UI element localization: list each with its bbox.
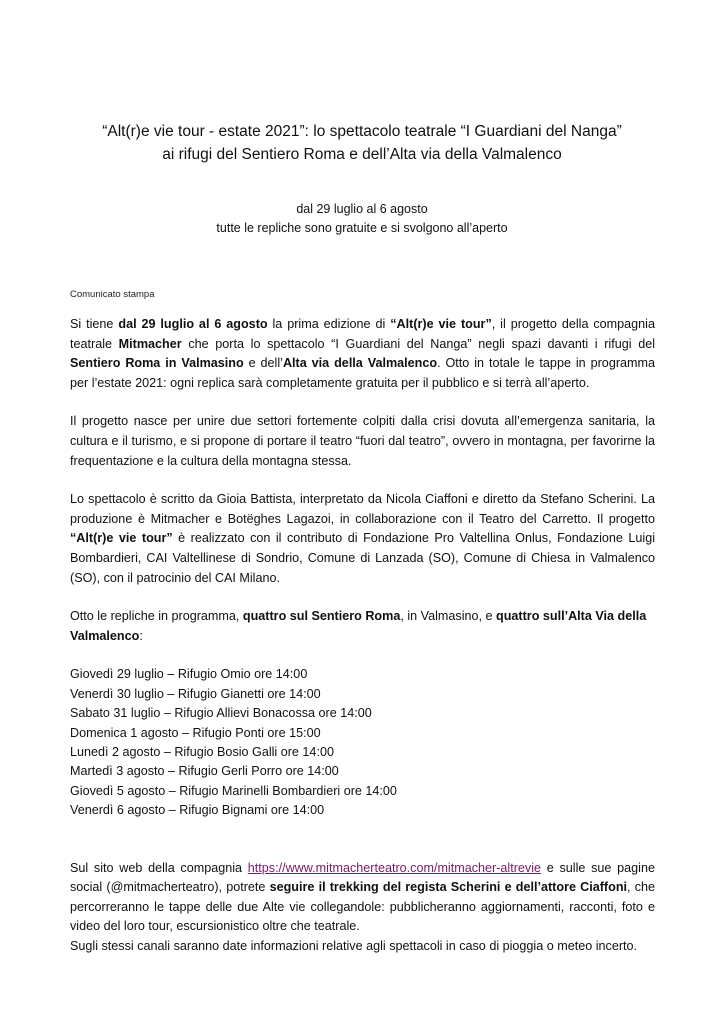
paragraph-website	[70, 859, 655, 937]
text: Sul sito web della compagnia	[70, 860, 248, 875]
bold-text: seguire il trekking del regista Scherini e dell’attore Ciaffoni	[269, 880, 628, 895]
bold-text: quattro sull’Alta Via della Valmalenco	[70, 609, 647, 643]
bold-text: “Alt(r)e vie tour”	[70, 531, 173, 546]
paragraph-purpose: Il progetto nasce per unire due settori fortemente colpiti dalla crisi dovuta all’emergenza sanitaria, la cultura e il turismo, e si propone di portare il teatro “fuori dal teatro”, ovvero in montagna, per favorirne la frequentazione e la cultura della montagna stessa.	[70, 414, 655, 468]
schedule-item: Sabato 31 luglio – Rifugio Allievi Bonacossa ore 14:00	[70, 706, 372, 721]
text: , in Valmasino, e	[400, 609, 497, 624]
bold-text: Mitmacher	[118, 336, 182, 351]
website-link[interactable]: https://www.mitmacherteatro.com/mitmacher-altrevie	[247, 860, 542, 875]
text: . Otto in totale le tappe in programma per l’estate 2021: ogni replica sarà completamente gratuita per il pubblico e si terrà all’aperto.	[70, 356, 656, 390]
bold-text: dal 29 luglio al 6 agosto	[118, 317, 268, 331]
paragraph-credits	[70, 490, 655, 588]
bold-text: “Alt(r)e vie tour”	[390, 317, 492, 331]
schedule-item: Giovedì 29 luglio – Rifugio Omio ore 14:00	[70, 667, 308, 682]
text: Si tiene	[70, 317, 119, 331]
bold-text: quattro sul Sentiero Roma	[242, 609, 401, 624]
schedule-item: Venerdì 6 agosto – Rifugio Bignami ore 14:00	[70, 803, 325, 818]
title-line-1: “Alt(r)e vie tour - estate 2021”: lo spettacolo teatrale “I Guardiani del Nanga”	[102, 123, 622, 140]
dates-line-2: tutte le repliche sono gratuite e si svolgono all’aperto	[216, 221, 508, 235]
paragraph-intro	[70, 315, 655, 393]
text: Lo spettacolo è scritto da Gioia Battista, interpretato da Nicola Ciaffoni e diretto da Stefano Scherini. La produzione è Mitmacher e Botëghes Lagazoi, in collaborazione con il Teatro del Carretto. Il progetto	[70, 492, 655, 526]
text: , il progetto della compagnia teatrale	[70, 317, 655, 351]
text: Otto le repliche in programma,	[70, 609, 243, 624]
schedule-item: Venerdì 30 luglio – Rifugio Gianetti ore 14:00	[70, 686, 321, 701]
document-title	[60, 120, 664, 166]
text: e sulle sue pagine social (@mitmacherteatro), potrete	[70, 860, 655, 895]
text: e dell’	[243, 356, 283, 371]
bold-text: Alta via della Valmalenco	[282, 356, 438, 371]
schedule-item: Lunedì 2 agosto – Rifugio Bosio Galli ore 14:00	[70, 744, 334, 759]
press-release-label: Comunicato stampa	[70, 289, 155, 300]
document-body	[70, 315, 655, 957]
schedule-item: Giovedì 5 agosto – Rifugio Marinelli Bombardieri ore 14:00	[70, 783, 397, 798]
text: è realizzato con il contributo di Fondazione Pro Valtellina Onlus, Fondazione Luigi Bombardieri, CAI Valtellinese di Sondrio, Comune di Lanzada (SO), Comune di Chiesa in Valmalenco (SO), con il patrocinio del CAI Milano.	[70, 531, 655, 585]
text: , che percorreranno le tappe delle due Alte vie collegandole: pubblicheranno aggiornamenti, racconti, foto e video del loro tour, escursionistico oltre che teatrale.	[70, 880, 655, 934]
bold-text: Sentiero Roma in Valmasino	[70, 356, 244, 371]
text: la prima edizione di	[267, 317, 391, 331]
text: che porta lo spettacolo “I Guardiani del Nanga” negli spazi davanti i rifugi del	[181, 336, 655, 351]
dates-line-1: dal 29 luglio al 6 agosto	[296, 202, 428, 216]
dates-block	[60, 200, 664, 238]
text: :	[139, 628, 143, 643]
schedule-list	[70, 665, 655, 820]
paragraph-weather: Sugli stessi canali saranno date informazioni relative agli spettacoli in caso di pioggia o meteo incerto.	[70, 938, 638, 953]
title-line-2: ai rifugi del Sentiero Roma e dell’Alta via della Valmalenco	[162, 146, 562, 163]
schedule-item: Domenica 1 agosto – Rifugio Ponti ore 15:00	[70, 725, 321, 740]
paragraph-schedule-intro	[70, 607, 655, 646]
schedule-item: Martedì 3 agosto – Rifugio Gerli Porro ore 14:00	[70, 764, 339, 779]
